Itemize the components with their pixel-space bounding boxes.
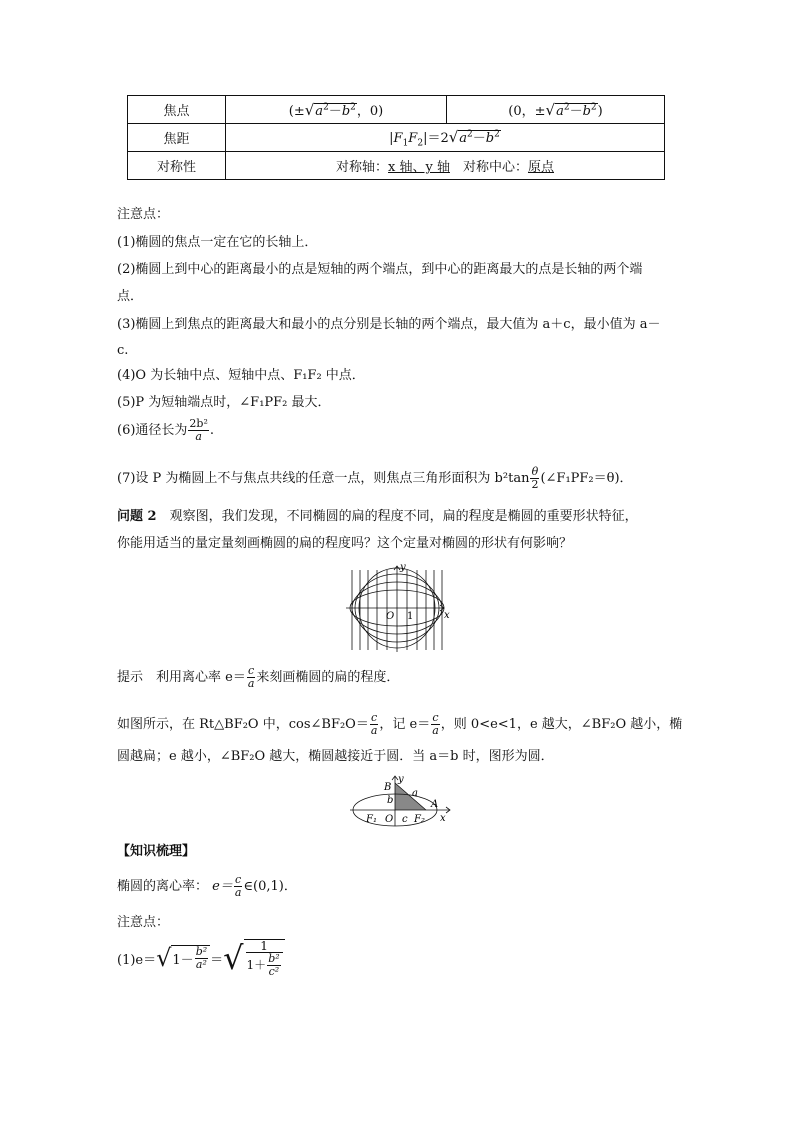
- focal-distance-cell: $|F_1F_2|=2√a^2-b^2$: [226, 124, 665, 152]
- axis-label-x: x: [444, 610, 450, 621]
- question-line: 问题 2 观察图，我们发现，不同椭圆的扁的程度不同，扁的程度是椭圆的重要形状特征，: [117, 509, 638, 524]
- table-row: [128, 96, 665, 124]
- note-item: (3)椭圆上到焦点的距离最大和最小的点分别是长轴的两个端点，最大值为 a＋c，最小值为 a－: [117, 317, 661, 332]
- row-label: 焦距: [128, 124, 226, 152]
- explain-line: 圆越扁；e 越小，∠BF₂O 越大，椭圆越接近于圆．当 a＝b 时，图形为圆．: [117, 749, 554, 764]
- axis-label-y: y: [400, 562, 406, 573]
- hint-line: 提示 利用离心率 e＝ $\frac{c}{a}$ 来刻画椭圆的扁的程度．: [117, 664, 400, 690]
- notes-heading-2: 注意点：: [117, 915, 170, 930]
- table-row: [128, 124, 665, 152]
- focus-2-label: F₂: [414, 814, 425, 825]
- eccentricity-formula: (1)e＝ √ 1－ $\frac{\text{b²}}{\text{a²}}$ ＝ √ 1 1＋ $\frac{\text{b²}}{\text{c²}}$: [117, 938, 285, 978]
- note-item: c.: [117, 343, 129, 358]
- origin-label: O: [385, 814, 394, 825]
- question-line: 你能用适当的量定量刻画椭圆的扁的程度吗？这个定量对椭圆的形状有何影响？: [117, 536, 573, 551]
- note-item-6: (6)通径长为 $\frac{\text{2b²}}{a}$ .: [117, 417, 215, 443]
- point-b-label: B: [384, 782, 392, 793]
- knowledge-heading: 【知识梳理】: [117, 844, 196, 859]
- row-label: 对称性: [128, 152, 226, 180]
- focus-y-cell: (0，$\pm√a^2-b^2$): [447, 96, 665, 124]
- focus-1-label: F₁: [366, 814, 377, 825]
- unit-label: 1: [407, 611, 414, 622]
- focus-x-cell: ($\pm√a^2-b^2$，0): [226, 96, 447, 124]
- note-item: (5)P 为短轴端点时，∠F₁PF₂ 最大．: [117, 395, 331, 410]
- note-item: (4)O 为长轴中点、短轴中点、F₁F₂ 中点．: [117, 368, 365, 383]
- side-a-label: a: [412, 788, 418, 799]
- note-item: (1)椭圆的焦点一定在它的长轴上．: [117, 235, 318, 250]
- point-a-label: A: [431, 799, 439, 810]
- axis-label-y: y: [398, 774, 404, 785]
- ellipse-triangle-figure: [350, 774, 460, 828]
- side-c-label: c: [402, 814, 408, 825]
- explain-line: 如图所示，在 Rt△BF₂O 中，cos∠BF₂O＝ $\frac{c}{a}$ ，记 e＝ $\frac{c}{a}$ ，则 0<e<1，e 越大，∠BF₂O 越小，椭: [117, 711, 683, 737]
- note-item: (2)椭圆上到中心的距离最小的点是短轴的两个端点，到中心的距离最大的点是长轴的两个端: [117, 262, 643, 277]
- notes-heading: 注意点：: [117, 207, 170, 222]
- side-b-label: b: [387, 795, 394, 806]
- origin-label: O: [386, 611, 395, 622]
- table-row: [128, 152, 665, 180]
- note-item-7: (7)设 P 为椭圆上不与焦点共线的任意一点，则焦点三角形面积为 b²tan $\frac{\theta}{2}$ (∠F₁PF₂＝θ)．: [117, 465, 633, 491]
- ellipses-figure: [340, 562, 460, 656]
- note-item: 点．: [117, 289, 144, 304]
- row-label: 焦点: [128, 96, 226, 124]
- eccentricity-line: 椭圆的离心率： e＝ $\frac{c}{a}$ ∈(0,1)．: [117, 873, 297, 899]
- symmetry-cell: 对称轴：x 轴、y 轴 对称中心：原点: [226, 152, 665, 180]
- property-table: [127, 95, 665, 180]
- axis-label-x: x: [440, 813, 446, 824]
